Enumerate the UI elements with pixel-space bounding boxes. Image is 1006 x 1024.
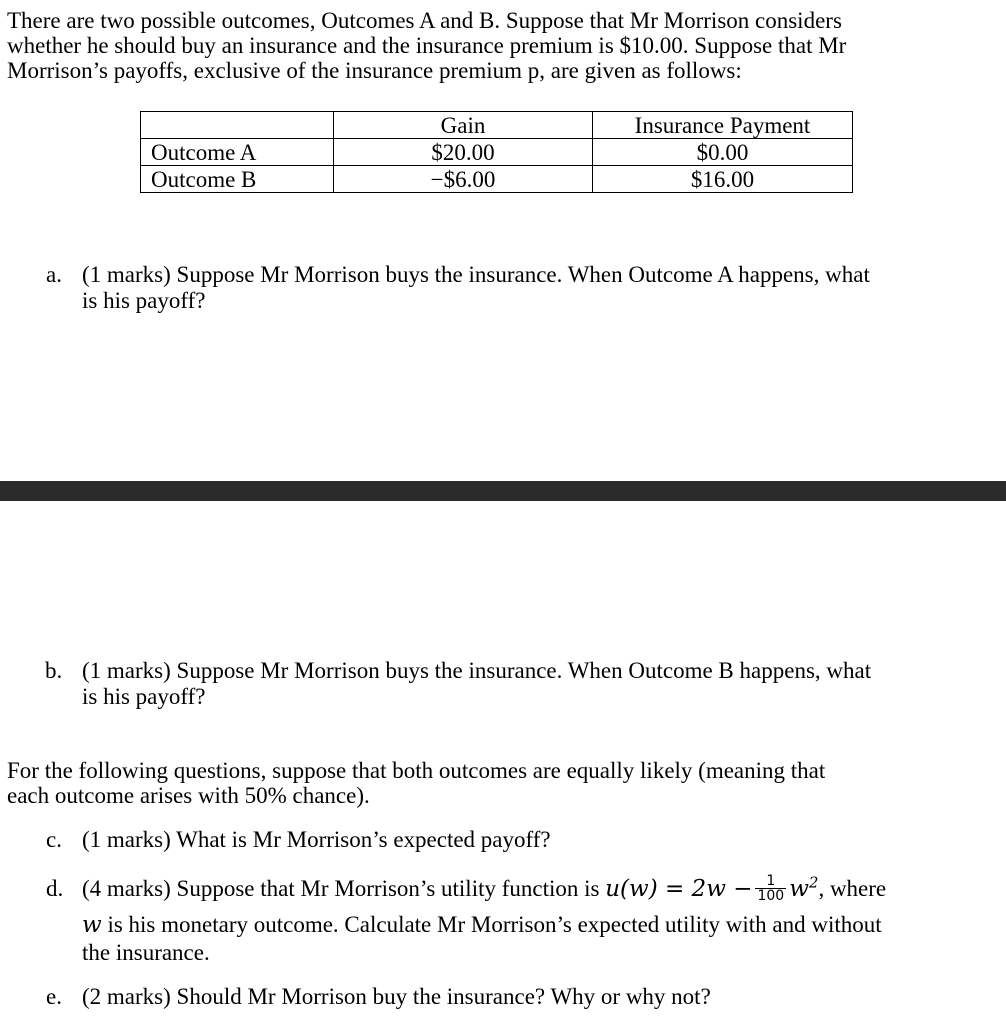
- question-c-text: (1 marks) What is Mr Morrison’s expected payoff?: [82, 827, 551, 852]
- table-row: [141, 139, 853, 166]
- intro-line: whether he should buy an insurance and the insurance premium is $10.00. Suppose that Mr: [7, 33, 847, 58]
- question-d: [0, 873, 1006, 966]
- page-separator-bar: [0, 481, 1006, 501]
- question-d-line2-text: is his monetary outcome. Calculate Mr Morrison’s expected utility with and without: [101, 912, 882, 937]
- question-d-line2: [82, 912, 882, 938]
- question-b-line1: (1 marks) Suppose Mr Morrison buys the insurance. When Outcome B happens, what: [82, 658, 872, 683]
- monetary-outcome-variable: w: [82, 912, 102, 938]
- question-a-line1: (1 marks) Suppose Mr Morrison buys the insurance. When Outcome A happens, what: [82, 262, 870, 287]
- question-b: [0, 658, 1006, 718]
- insurance-cell: $16.00: [593, 166, 853, 193]
- exponent: 2: [808, 873, 819, 892]
- question-d-prefix: (4 marks) Suppose that Mr Morrison’s utility function is: [82, 876, 606, 901]
- fraction-numerator: 1: [755, 874, 786, 889]
- intro-line: Morrison’s payoffs, exclusive of the insurance premium p, are given as follows:: [7, 58, 742, 83]
- question-a: [0, 262, 1006, 322]
- insurance-cell: $0.00: [593, 139, 853, 166]
- question-b-line2: is his payoff?: [82, 684, 206, 709]
- question-d-line1: [82, 873, 887, 905]
- question-d-suffix: , where: [818, 876, 887, 901]
- fraction: [755, 874, 786, 903]
- utility-formula-rhs: w: [789, 876, 809, 902]
- table-row: [141, 166, 853, 193]
- utility-formula-lhs: u(w) = 2w −: [605, 876, 753, 902]
- gain-cell: −$6.00: [334, 166, 593, 193]
- question-e-text: (2 marks) Should Mr Morrison buy the insurance? Why or why not?: [82, 984, 711, 1009]
- following-line1: For the following questions, suppose that both outcomes are equally likely (meaning that: [7, 758, 826, 783]
- question-letter: c.: [46, 827, 62, 852]
- question-e: [0, 984, 1006, 1014]
- table-header-gain: Gain: [334, 112, 593, 139]
- row-label: Outcome B: [141, 166, 334, 193]
- table-header-row: [141, 112, 853, 139]
- following-line2: each outcome arises with 50% chance).: [7, 783, 370, 808]
- payoff-table: [140, 111, 853, 193]
- question-letter: a.: [46, 262, 62, 287]
- question-letter: b.: [45, 658, 63, 683]
- question-letter: e.: [46, 984, 62, 1009]
- table-header-insurance: Insurance Payment: [593, 112, 853, 139]
- following-paragraph: [7, 758, 997, 808]
- question-d-line3: the insurance.: [82, 940, 210, 965]
- intro-paragraph: [7, 8, 967, 83]
- table-header-empty: [141, 112, 334, 139]
- question-letter: d.: [46, 876, 64, 901]
- fraction-denominator: 100: [757, 888, 785, 905]
- row-label: Outcome A: [141, 139, 334, 166]
- question-c: [0, 827, 1006, 857]
- intro-line: There are two possible outcomes, Outcomes A and B. Suppose that Mr Morrison considers: [7, 8, 842, 33]
- gain-cell: $20.00: [334, 139, 593, 166]
- question-a-line2: is his payoff?: [82, 288, 206, 313]
